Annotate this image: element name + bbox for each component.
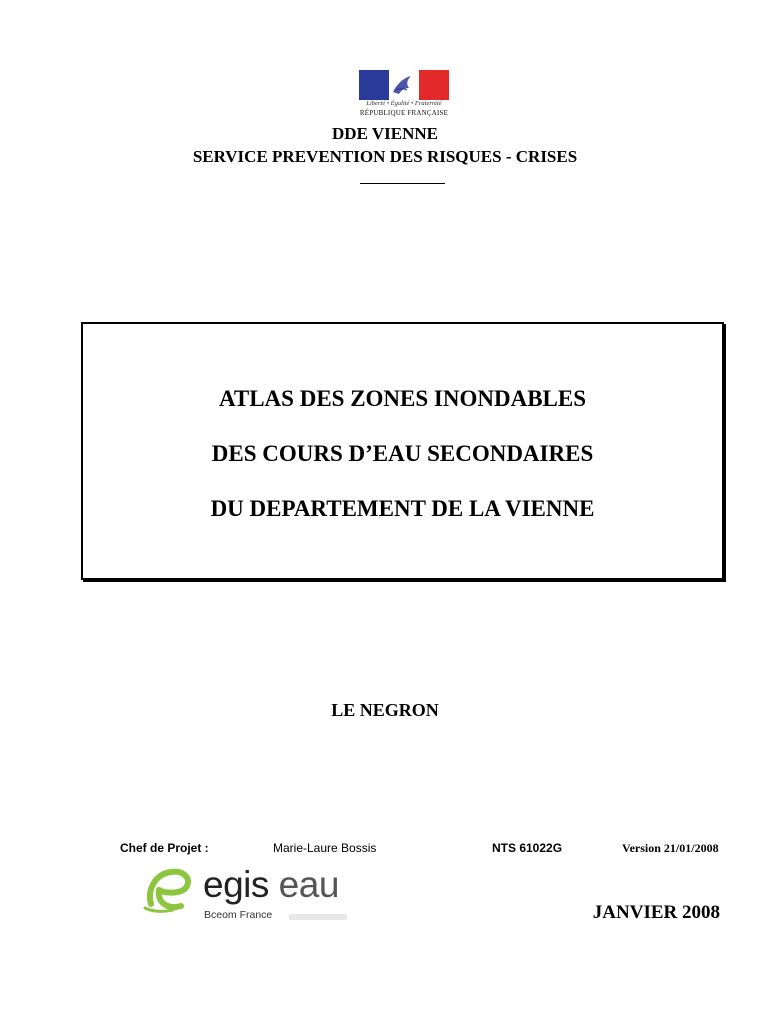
service-name: SERVICE PREVENTION DES RISQUES - CRISES [192, 147, 578, 166]
egis-e-swirl-icon [143, 862, 201, 920]
egis-logo-bar [289, 914, 347, 920]
title-line-3: DU DEPARTEMENT DE LA VIENNE [210, 496, 595, 521]
egis-eau-logo [143, 862, 353, 926]
rf-label: RÉPUBLIQUE FRANÇAISE [359, 109, 449, 117]
marianne-flag-icon [359, 70, 449, 100]
org-name: DDE VIENNE [332, 124, 438, 143]
title-box [81, 322, 724, 580]
egis-word-main: egis [203, 864, 269, 905]
header-divider [360, 183, 445, 184]
title-line-1: ATLAS DES ZONES INONDABLES [218, 386, 587, 411]
document-date: JANVIER 2008 [592, 902, 720, 923]
version-label: Version 21/01/2008 [622, 841, 719, 855]
egis-subtitle: Bceom France [204, 909, 273, 921]
egis-word-light: eau [278, 864, 339, 905]
title-line-2: DES COURS D’EAU SECONDAIRES [211, 441, 594, 466]
document-subject: LE NEGRON [331, 700, 439, 720]
egis-wordmark [203, 865, 339, 905]
republique-francaise-logo [359, 70, 449, 120]
chef-name: Marie-Laure Bossis [273, 841, 377, 855]
reference-number: NTS 61022G [492, 841, 563, 855]
chef-label: Chef de Projet : [120, 841, 209, 855]
rf-motto: Liberté • Égalité • Fraternité [366, 100, 442, 107]
